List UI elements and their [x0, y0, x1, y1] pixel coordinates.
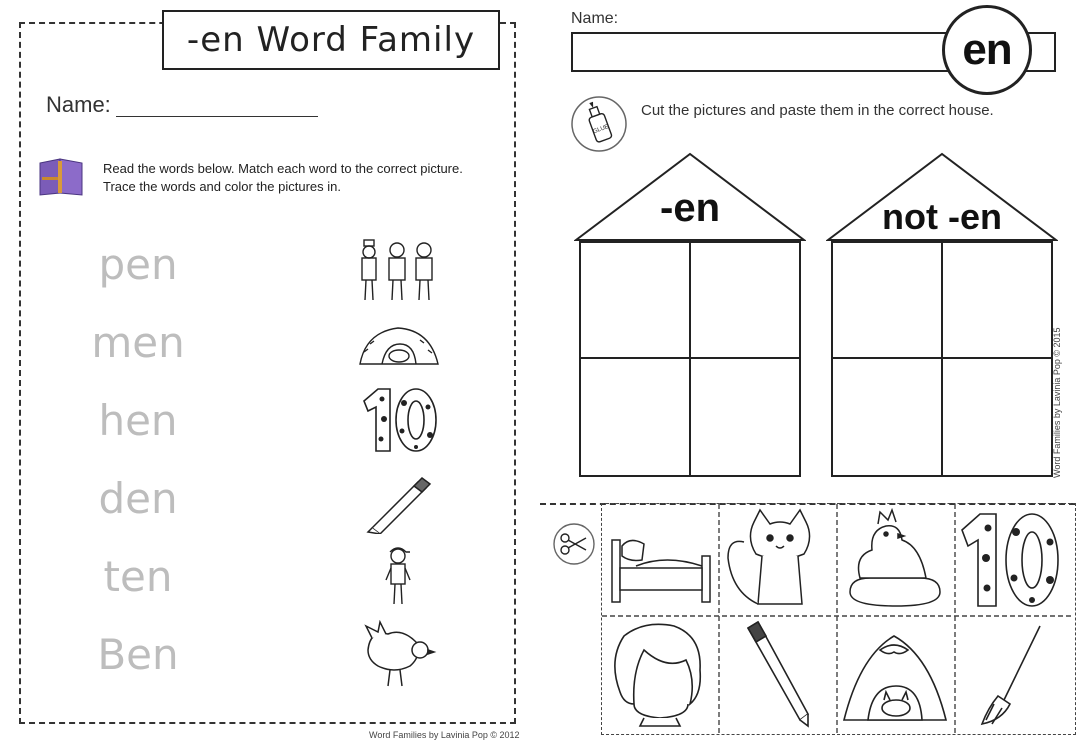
broom-picture[interactable]: [958, 620, 1068, 730]
trace-word-men: men: [91, 318, 185, 367]
en-badge: [942, 5, 1032, 95]
en-badge-text: en: [962, 25, 1012, 74]
not-en-house-label: not -en: [882, 196, 1002, 237]
left-worksheet: [19, 22, 516, 724]
trace-word-hen: hen: [98, 396, 178, 445]
cat-picture[interactable]: [724, 508, 834, 612]
number-ten-card-picture[interactable]: [956, 508, 1066, 612]
glue-icon: [570, 95, 628, 153]
hen-picture: [358, 620, 440, 692]
fox-den-picture[interactable]: [840, 620, 950, 730]
cut-instruction: Cut the pictures and paste them in the correct house.: [641, 102, 994, 119]
right-name-label: Name:: [571, 10, 619, 27]
instructions-line-1: Read the words below. Match each word to the correct picture.: [103, 161, 463, 176]
number-ten-picture: [358, 385, 440, 455]
worksheet-title: -en Word Family: [186, 20, 476, 60]
bed-picture[interactable]: [606, 510, 714, 610]
pen-picture: [358, 472, 440, 534]
three-men-picture: [358, 236, 440, 304]
instructions: [103, 160, 503, 196]
left-footer: Word Families by Lavinia Pop © 2012: [369, 730, 520, 740]
hen-on-nest-picture[interactable]: [840, 506, 950, 612]
name-line: [116, 116, 318, 117]
scissors-icon: [552, 522, 596, 566]
trace-word-ten: ten: [103, 552, 173, 601]
book-icon: [36, 157, 88, 197]
left-title-box: [162, 10, 500, 70]
trace-word-den: den: [98, 474, 178, 523]
en-house-label: -en: [660, 186, 720, 230]
glue-label: GLUE: [592, 124, 610, 136]
den-picture: [358, 322, 440, 368]
trace-word-pen: pen: [98, 240, 178, 289]
boy-picture: [358, 542, 440, 608]
name-label: Name:: [46, 92, 111, 117]
trace-word-ben: Ben: [97, 630, 179, 679]
right-copyright: Word Families by Lavinia Pop © 2015: [1052, 327, 1062, 478]
pen-card-picture[interactable]: [726, 618, 832, 730]
wig-picture[interactable]: [604, 620, 716, 730]
instructions-line-2: Trace the words and color the pictures in.: [103, 179, 341, 194]
